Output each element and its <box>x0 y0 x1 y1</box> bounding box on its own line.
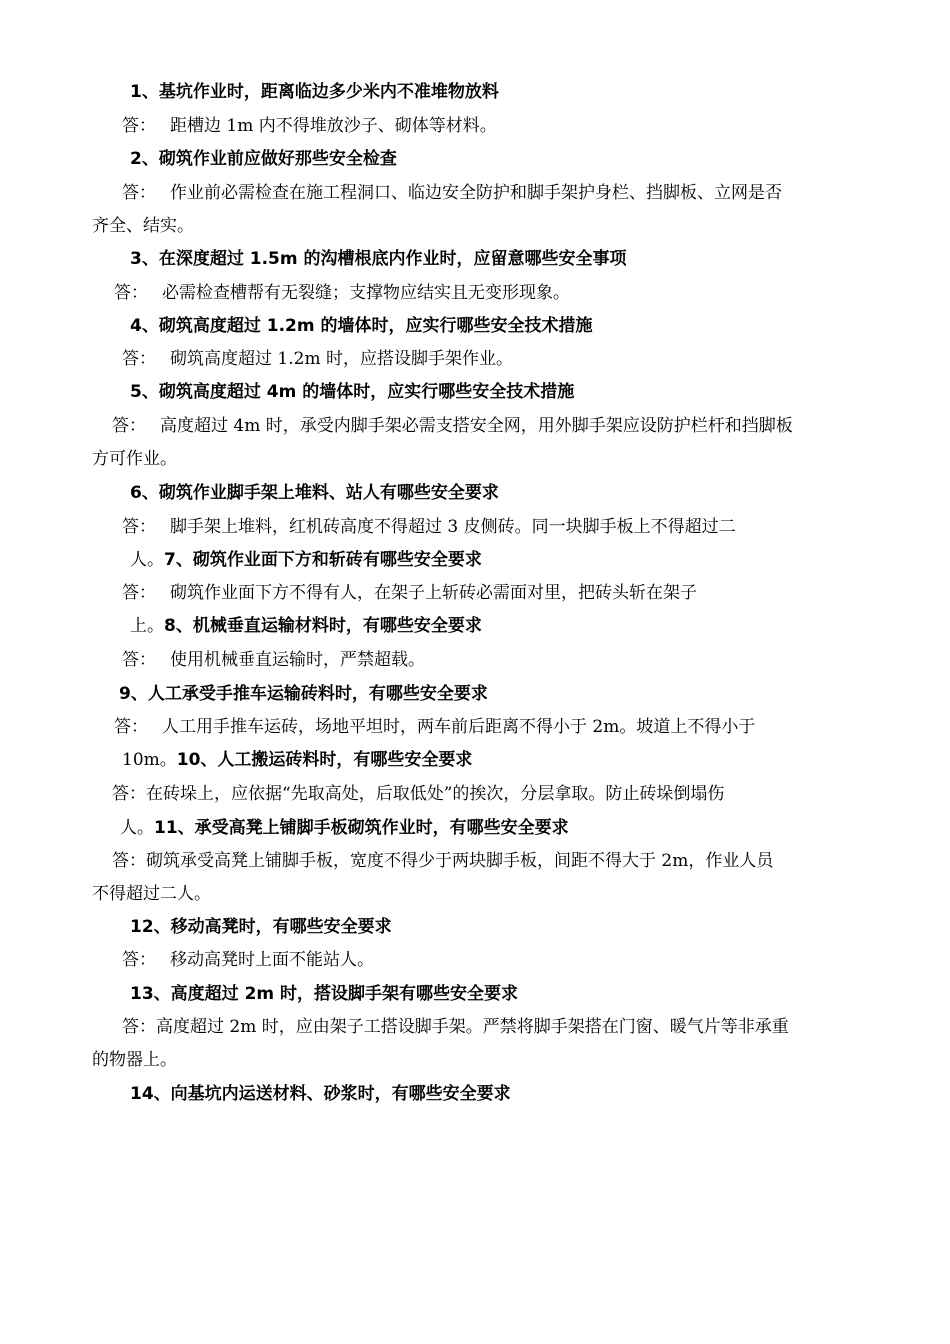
answer-13-continuation: 的物器上。 <box>92 1050 177 1070</box>
answer-7 <box>122 583 697 603</box>
question-3: 3、在深度超过 1.5m 的沟槽根底内作业时，应留意哪些安全事项 <box>130 249 627 269</box>
answer-6-continuation-question-7 <box>130 550 482 570</box>
answer-text: 砌筑高度超过 1.2m 时，应搭设脚手架作业。 <box>170 349 513 369</box>
question-11: 11、承受高凳上铺脚手板砌筑作业时，有哪些安全要求 <box>154 818 569 838</box>
answer-9 <box>114 717 755 737</box>
answer-tail-text: 10m。 <box>122 750 177 770</box>
question-4: 4、砌筑高度超过 1.2m 的墙体时，应实行哪些安全技术措施 <box>130 316 593 336</box>
answer-label: 答： <box>112 784 146 804</box>
answer-text: 砌筑作业面下方不得有人，在架子上斩砖必需面对里，把砖头斩在架子 <box>170 583 697 603</box>
answer-text: 使用机械垂直运输时，严禁超载。 <box>170 650 425 670</box>
question-8: 8、机械垂直运输材料时，有哪些安全要求 <box>164 616 482 636</box>
question-14: 14、向基坑内运送材料、砂浆时，有哪些安全要求 <box>130 1084 511 1104</box>
answer-text: 高度超过 4m 时，承受内脚手架必需支搭安全网，用外脚手架应设防护栏杆和挡脚板 <box>160 416 793 436</box>
question-13: 13、高度超过 2m 时，搭设脚手架有哪些安全要求 <box>130 984 519 1004</box>
answer-label: 答： <box>122 517 156 537</box>
answer-8 <box>122 650 425 670</box>
answer-text: 高度超过 2m 时，应由架子工搭设脚手架。严禁将脚手架搭在门窗、暖气片等非承重 <box>156 1017 789 1037</box>
answer-10-continuation-question-11 <box>120 818 569 838</box>
answer-3 <box>114 283 570 303</box>
answer-label: 答： <box>122 650 156 670</box>
answer-6 <box>122 517 736 537</box>
answer-text: 砌筑承受高凳上铺脚手板，宽度不得少于两块脚手板，间距不得大于 2m，作业人员 <box>146 851 774 871</box>
answer-10 <box>112 784 724 804</box>
answer-9-continuation-question-10 <box>122 750 472 770</box>
answer-12 <box>122 950 374 970</box>
answer-text: 在砖垛上，应依据“先取高处，后取低处”的挨次，分层拿取。防止砖垛倒塌伤 <box>146 784 725 804</box>
answer-label: 答： <box>114 717 148 737</box>
question-7: 7、砌筑作业面下方和斩砖有哪些安全要求 <box>164 550 482 570</box>
answer-tail-text: 人。 <box>130 550 164 570</box>
answer-label: 答： <box>112 851 146 871</box>
answer-2-continuation: 齐全、结实。 <box>92 216 194 236</box>
answer-text: 作业前必需检查在施工程洞口、临边安全防护和脚手架护身栏、挡脚板、立网是否 <box>170 183 782 203</box>
answer-7-continuation-question-8 <box>130 616 482 636</box>
answer-text: 人工用手推车运砖，场地平坦时，两车前后距离不得小于 2m。坡道上不得小于 <box>162 717 756 737</box>
answer-5-continuation: 方可作业。 <box>92 449 177 469</box>
answer-tail-text: 上。 <box>130 616 164 636</box>
answer-label: 答： <box>112 416 146 436</box>
question-6: 6、砌筑作业脚手架上堆料、站人有哪些安全要求 <box>130 483 499 503</box>
answer-label: 答： <box>122 583 156 603</box>
answer-tail-text: 人。 <box>120 818 154 838</box>
answer-5 <box>112 416 793 436</box>
answer-11 <box>112 851 773 871</box>
answer-text: 脚手架上堆料，红机砖高度不得超过 3 皮侧砖。同一块脚手板上不得超过二 <box>170 517 736 537</box>
answer-text: 距槽边 1m 内不得堆放沙子、砌体等材料。 <box>170 116 497 136</box>
answer-label: 答： <box>122 349 156 369</box>
question-1: 1、基坑作业时，距离临边多少米内不准堆物放料 <box>130 82 499 102</box>
question-10: 10、人工搬运砖料时，有哪些安全要求 <box>176 750 473 770</box>
question-5: 5、砌筑高度超过 4m 的墙体时，应实行哪些安全技术措施 <box>130 382 575 402</box>
answer-11-continuation: 不得超过二人。 <box>92 884 211 904</box>
answer-13 <box>122 1017 789 1037</box>
answer-label: 答： <box>122 950 156 970</box>
question-2: 2、砌筑作业前应做好那些安全检查 <box>130 149 397 169</box>
question-12: 12、移动高凳时，有哪些安全要求 <box>130 917 392 937</box>
answer-label: 答： <box>122 116 156 136</box>
question-9: 9、人工承受手推车运输砖料时，有哪些安全要求 <box>119 684 488 704</box>
answer-text: 必需检查槽帮有无裂缝；支撑物应结实且无变形现象。 <box>162 283 570 303</box>
answer-1 <box>122 116 497 136</box>
answer-4 <box>122 349 513 369</box>
answer-label: 答： <box>122 1017 156 1037</box>
answer-label: 答： <box>122 183 156 203</box>
answer-label: 答： <box>114 283 148 303</box>
answer-text: 移动高凳时上面不能站人。 <box>170 950 374 970</box>
answer-2 <box>122 183 782 203</box>
